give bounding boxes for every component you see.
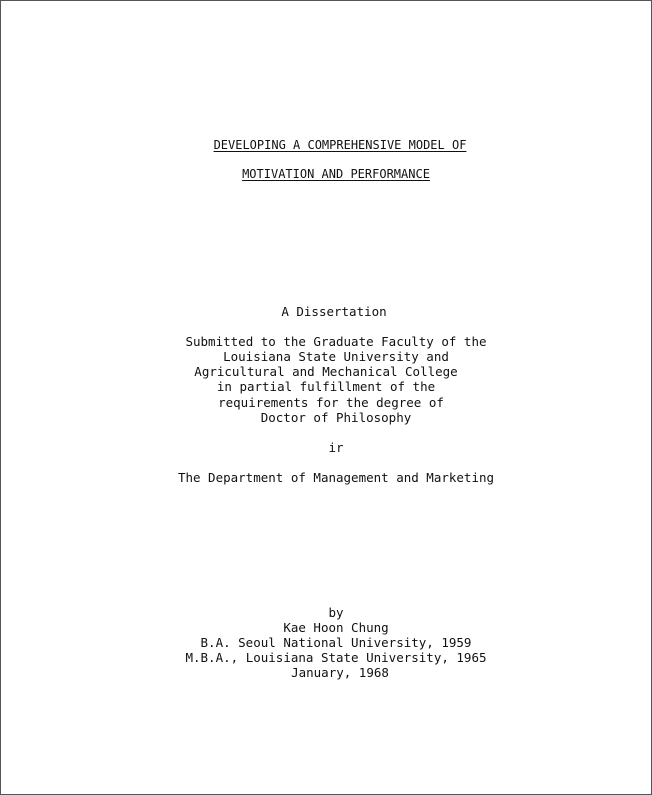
document-kind: A Dissertation — [281, 304, 387, 319]
submission-line-5: requirements for the degree of — [218, 395, 444, 410]
title-line-1: DEVELOPING A COMPREHENSIVE MODEL OF — [213, 138, 467, 152]
submission-line-1: Submitted to the Graduate Faculty of the — [185, 334, 487, 349]
department-name: The Department of Management and Marketing — [177, 470, 495, 485]
connector-text: ir — [328, 440, 344, 455]
submission-line-4: in partial fulfillment of the — [216, 379, 436, 394]
submission-line-6: Doctor of Philosophy — [260, 410, 412, 425]
author-degree-1: B.A. Seoul National University, 1959 — [200, 635, 472, 650]
by-label: by — [328, 605, 344, 620]
submission-line-3: Agricultural and Mechanical College — [194, 364, 458, 379]
author-degree-2: M.B.A., Louisiana State University, 1965 — [185, 650, 487, 665]
author-name: Kae Hoon Chung — [283, 620, 389, 635]
title-line-2: MOTIVATION AND PERFORMANCE — [242, 167, 430, 181]
submission-date: January, 1968 — [291, 665, 389, 680]
submission-line-2: Louisiana State University and — [223, 349, 449, 364]
